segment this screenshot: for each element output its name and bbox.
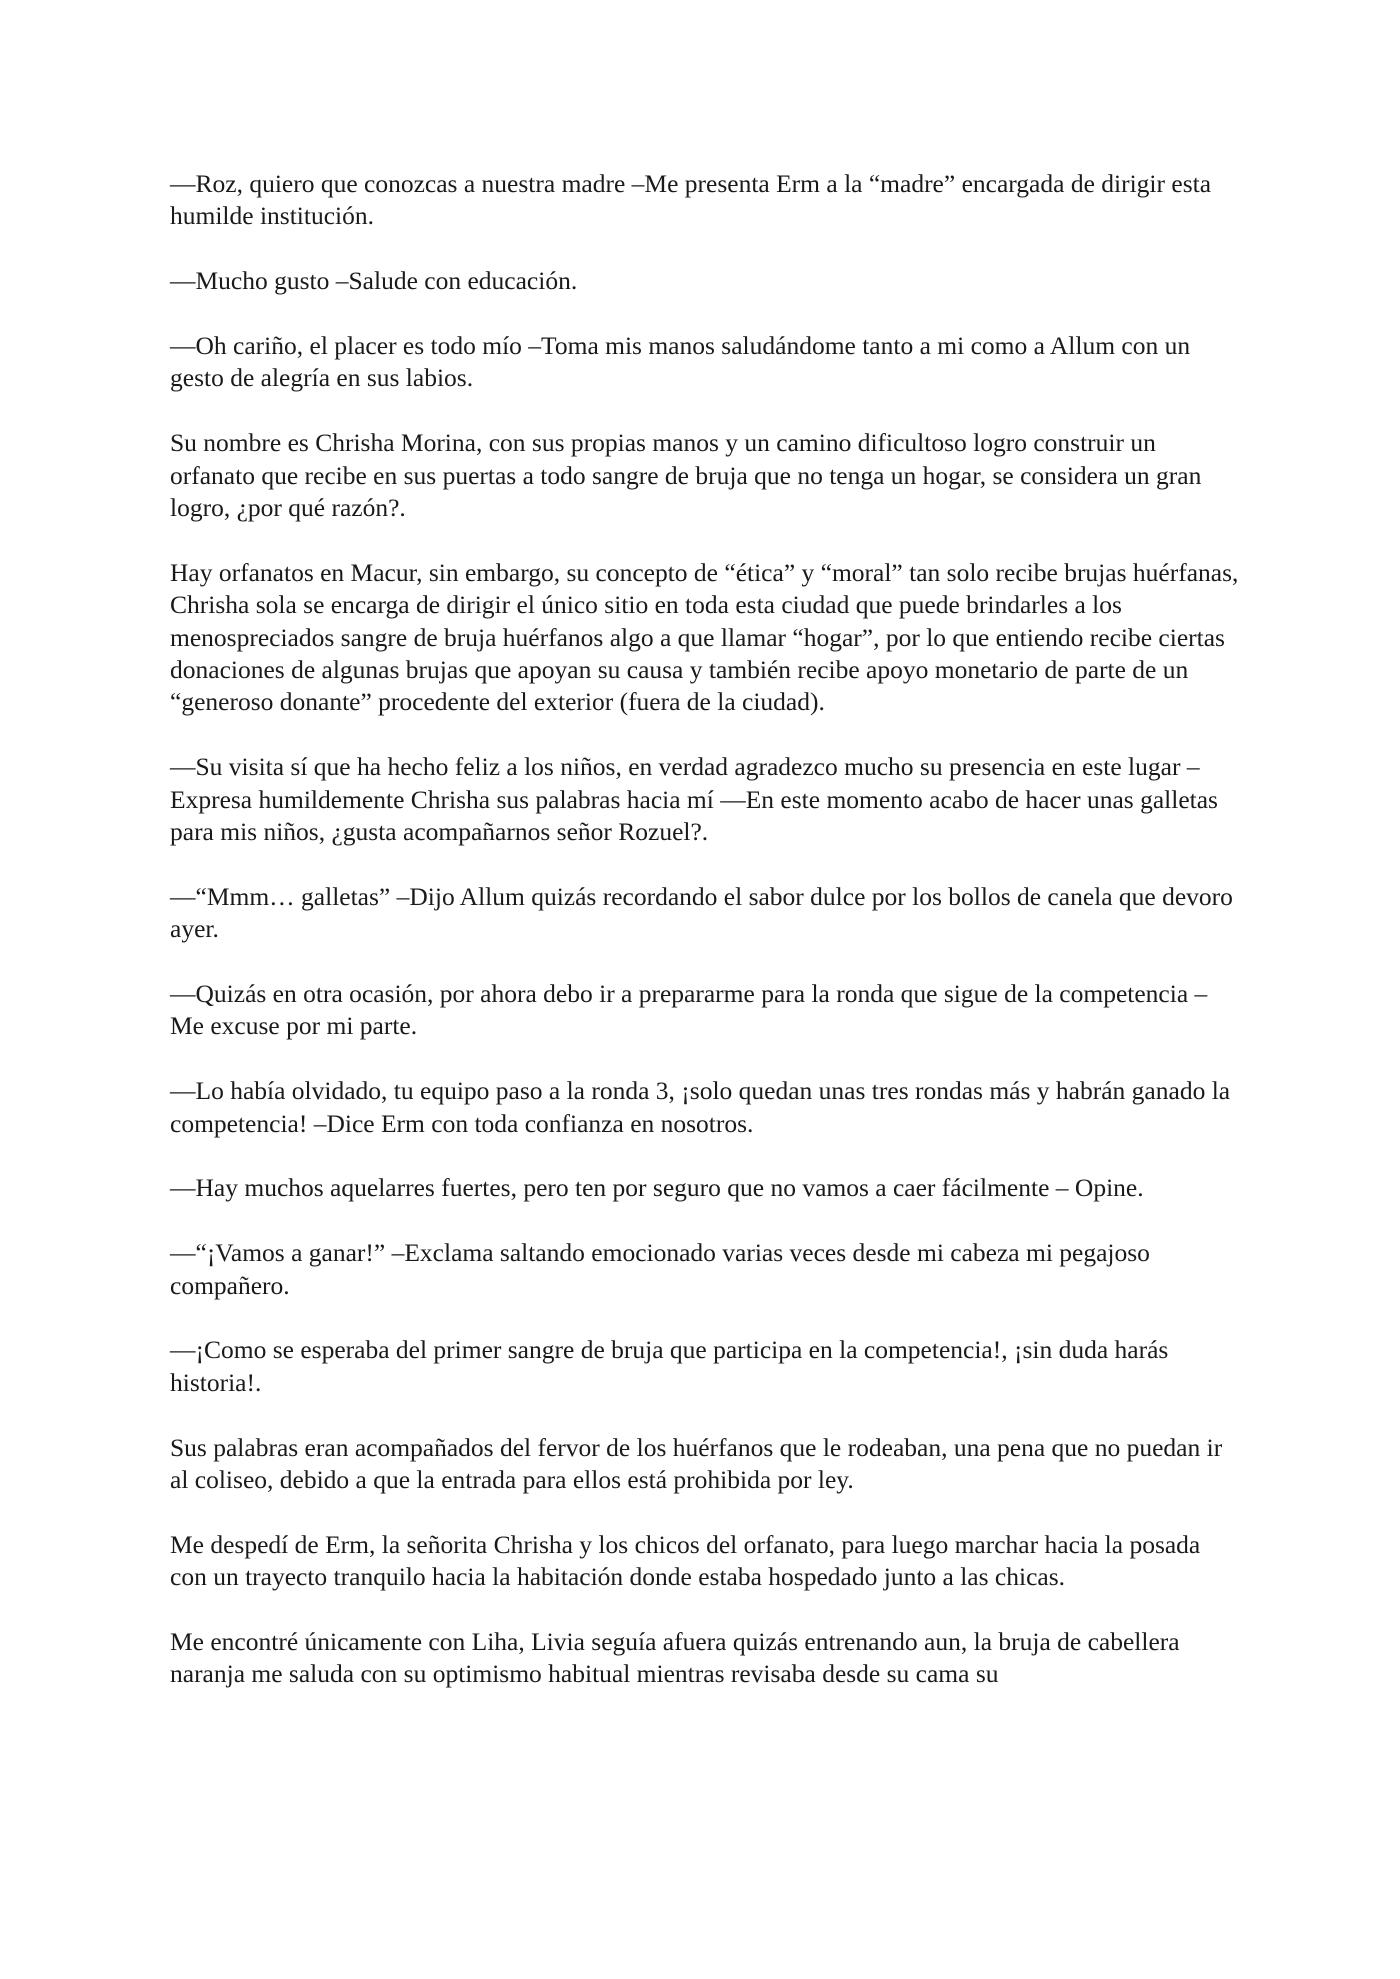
paragraph: Su nombre es Chrisha Morina, con sus propias manos y un camino dificultoso logro construir un orfanato que recibe en sus puertas a todo sangre de bruja que no tenga un hogar, se considera un gran logro, ¿por qué razón?. <box>170 428 1202 523</box>
paragraph: —Hay muchos aquelarres fuertes, pero ten por seguro que no vamos a caer fácilmente – Opine. <box>170 1173 1144 1203</box>
paragraph: —Su visita sí que ha hecho feliz a los niños, en verdad agradezco mucho su presencia en este lugar –Expresa humildemente Chrisha sus palabras hacia mí —En este momento acabo de hacer unas galletas para mis niños, ¿gusta acompañarnos señor Rozuel?. <box>170 752 1218 847</box>
paragraph: Hay orfanatos en Macur, sin embargo, su concepto de “ética” y “moral” tan solo recibe brujas huérfanas, Chrisha sola se encarga de dirigir el único sitio en toda esta ciudad que puede brindarles a los menospreciados sangre de bruja huérfanos algo a que llamar “hogar”, por lo que entiendo recibe ciertas donaciones de algunas brujas que apoyan su causa y también recibe apoyo monetario de parte de un “generoso donante” procedente del exterior (fuera de la ciudad). <box>170 557 1239 717</box>
paragraph: Me despedí de Erm, la señorita Chrisha y los chicos del orfanato, para luego marchar hacia la posada con un trayecto tranquilo hacia la habitación donde estaba hospedado junto a las chicas. <box>170 1529 1201 1592</box>
paragraph: Me encontré únicamente con Liha, Livia seguía afuera quizás entrenando aun, la bruja de cabellera naranja me saluda con su optimismo habitual mientras revisaba desde su cama su <box>170 1627 1180 1689</box>
document-body <box>170 168 1240 1723</box>
paragraph: —Oh cariño, el placer es todo mío –Toma mis manos saludándome tanto a mi como a Allum con un gesto de alegría en sus labios. <box>170 331 1191 393</box>
paragraph: —Quizás en otra ocasión, por ahora debo ir a prepararme para la ronda que sigue de la competencia –Me excuse por mi parte. <box>170 979 1208 1041</box>
paragraph: —Mucho gusto –Salude con educación. <box>170 266 578 296</box>
paragraph: —¡Como se esperaba del primer sangre de bruja que participa en la competencia!, ¡sin duda harás historia!. <box>170 1335 1169 1397</box>
paragraph: —Lo había olvidado, tu equipo paso a la ronda 3, ¡solo quedan unas tres rondas más y habrán ganado la competencia! –Dice Erm con toda confianza en nosotros. <box>170 1076 1231 1138</box>
paragraph: —Roz, quiero que conozcas a nuestra madre –Me presenta Erm a la “madre” encargada de dirigir esta humilde institución. <box>170 169 1212 231</box>
paragraph: —“Mmm… galletas” –Dijo Allum quizás recordando el sabor dulce por los bollos de canela que devoro ayer. <box>170 881 1233 944</box>
paragraph: —“¡Vamos a ganar!” –Exclama saltando emocionado varias veces desde mi cabeza mi pegajoso compañero. <box>170 1238 1150 1300</box>
paragraph: Sus palabras eran acompañados del fervor de los huérfanos que le rodeaban, una pena que no puedan ir al coliseo, debido a que la entrada para ellos está prohibida por ley. <box>170 1432 1223 1495</box>
